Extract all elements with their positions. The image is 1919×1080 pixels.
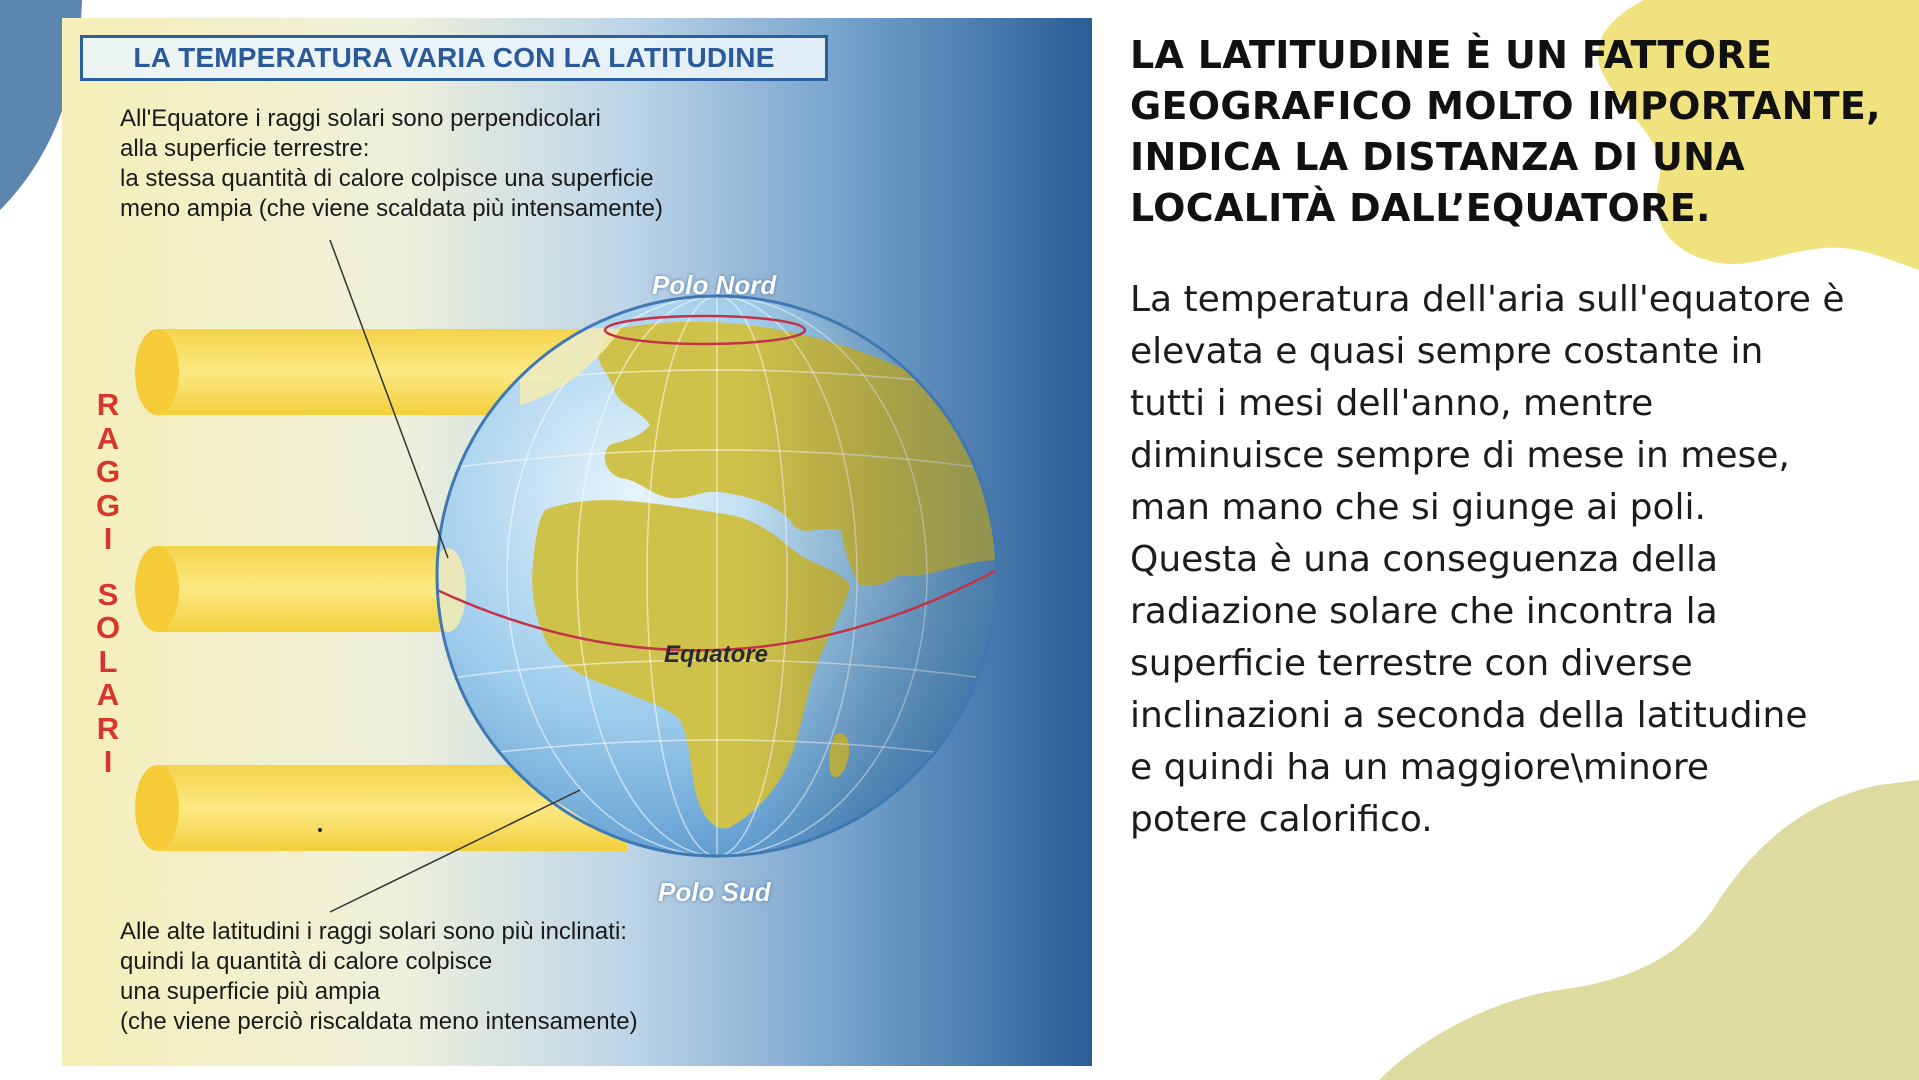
rays-letter: S bbox=[97, 576, 119, 612]
rays-letter: R bbox=[96, 710, 120, 746]
equator-explanation bbox=[120, 104, 663, 224]
south-pole-label: Polo Sud bbox=[658, 877, 771, 907]
stray-dot bbox=[318, 828, 322, 832]
body-line: Questa è una conseguenza della bbox=[1130, 539, 1719, 580]
body-line: radiazione solare che incontra la bbox=[1130, 591, 1718, 632]
rays-letter: R bbox=[96, 387, 120, 422]
heading-line: INDICA LA DISTANZA DI UNA bbox=[1130, 135, 1745, 179]
heading-line: GEOGRAFICO MOLTO IMPORTANTE, bbox=[1130, 84, 1881, 128]
heading-line: LOCALITÀ DALL’EQUATORE. bbox=[1130, 186, 1711, 230]
note-line: la stessa quantità di calore colpisce una superficie bbox=[120, 165, 654, 192]
north-pole-label: Polo Nord bbox=[652, 270, 777, 300]
equator-label: Equatore bbox=[664, 641, 769, 668]
slide-heading bbox=[1130, 30, 1900, 234]
note-line: quindi la quantità di calore colpisce bbox=[120, 948, 493, 975]
rays-letter: G bbox=[95, 487, 121, 523]
note-line: (che viene perciò riscaldata meno intensamente) bbox=[120, 1008, 638, 1035]
globe bbox=[430, 296, 1000, 856]
rays-letter: A bbox=[96, 420, 120, 456]
rays-letter: A bbox=[96, 677, 120, 712]
body-line: inclinazioni a seconda della latitudine bbox=[1130, 695, 1808, 736]
diagram-title-box bbox=[80, 35, 828, 81]
ray-middle bbox=[135, 546, 457, 632]
high-latitude-explanation bbox=[120, 917, 638, 1037]
note-line: alla superficie terrestre: bbox=[120, 135, 370, 162]
rays-letter: I bbox=[103, 521, 113, 556]
note-line: All'Equatore i raggi solari sono perpendicolari bbox=[120, 105, 601, 132]
body-line: La temperatura dell'aria sull'equatore è bbox=[1130, 279, 1845, 320]
body-line: e quindi ha un maggiore\minore bbox=[1130, 747, 1709, 788]
body-line: elevata e quasi sempre costante in bbox=[1130, 331, 1764, 372]
rays-letter: L bbox=[98, 643, 118, 679]
diagram-title: LA TEMPERATURA VARIA CON LA LATITUDINE bbox=[133, 42, 775, 73]
body-line: man mano che si giunge ai poli. bbox=[1130, 487, 1706, 528]
body-line: superficie terrestre con diverse bbox=[1130, 643, 1693, 684]
rays-letter: I bbox=[103, 744, 113, 779]
slide-body-text bbox=[1130, 274, 1905, 846]
note-line: una superficie più ampia bbox=[120, 978, 381, 1005]
note-line: Alle alte latitudini i raggi solari sono più inclinati: bbox=[120, 918, 627, 945]
rays-letter-gap bbox=[92, 556, 124, 578]
rays-letter: O bbox=[95, 610, 121, 645]
note-line: meno ampia (che viene scaldata più intensamente) bbox=[120, 195, 663, 222]
rays-letter: G bbox=[95, 454, 121, 489]
body-line: tutti i mesi dell'anno, mentre bbox=[1130, 383, 1654, 424]
heading-line: LA LATITUDINE È UN FATTORE bbox=[1130, 33, 1773, 77]
solar-rays-vertical-label bbox=[92, 388, 124, 779]
body-line: potere calorifico. bbox=[1130, 799, 1433, 840]
body-line: diminuisce sempre di mese in mese, bbox=[1130, 435, 1790, 476]
